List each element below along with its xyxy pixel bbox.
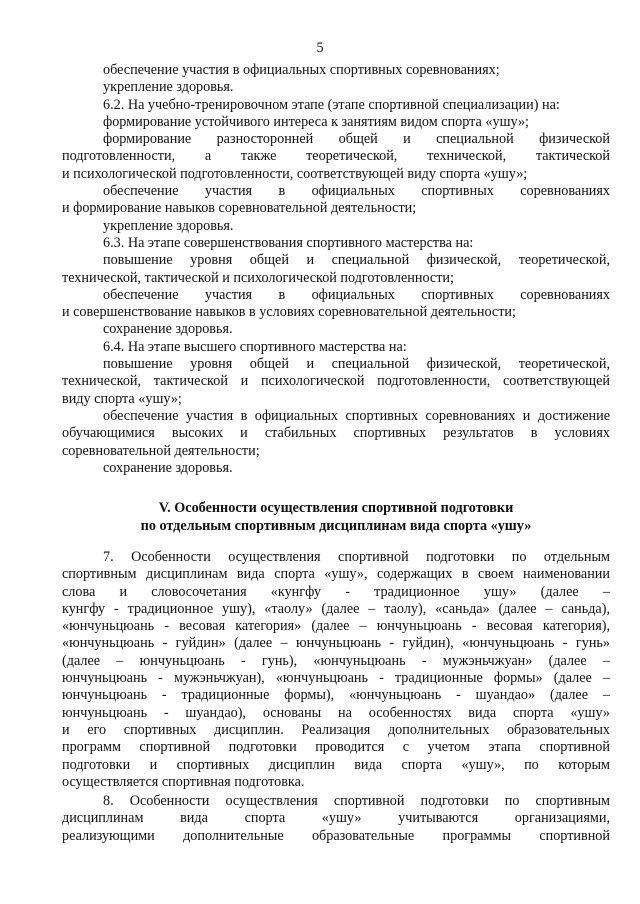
text-line: 8. Особенности осуществления спортивной подготовки по спортивным <box>103 793 610 809</box>
text-line: формирование устойчивого интереса к занятиям видом спорта «ушу»; <box>103 113 529 130</box>
text-line: и его спортивных дисциплин. Реализация дополнительных образовательных <box>62 721 610 738</box>
text-line: технической, тактической и психологической подготовленности, соответствующей <box>62 373 610 390</box>
text-line: спортивным дисциплинам вида спорта «ушу», содержащих в своем наименовании <box>62 566 610 583</box>
text-line: программ спортивной подготовки проводится с учетом этапа спортивной <box>62 739 610 756</box>
paragraph-8 <box>62 793 610 845</box>
text-line: «юнчуньцюань - весовая категория» (далее – юнчуньцюань - весовая категория), <box>62 618 610 635</box>
text-line: 6.3. На этапе совершенствования спортивного мастерства на: <box>103 234 474 251</box>
text-line: укрепление здоровья. <box>103 79 234 96</box>
text-line: сохранение здоровья. <box>103 321 233 338</box>
text-line: 6.2. На учебно-тренировочном этапе (этапе спортивной специализации) на: <box>103 96 560 113</box>
text-line: и совершенствование навыков в условиях соревновательной деятельности; <box>62 304 516 321</box>
text-line: укрепление здоровья. <box>103 217 234 234</box>
text-line: слова и словосочетания «кунгфу - традиционное ушу» (далее – <box>62 583 610 600</box>
text-line: обеспечение участия в официальных спортивных соревнованиях <box>103 286 610 303</box>
text-line: виду спорта «ушу»; <box>62 390 182 407</box>
page-number: 5 <box>316 40 324 56</box>
text-line: осуществляется спортивная подготовка. <box>62 773 305 790</box>
heading-line: V. Особенности осуществления спортивной подготовки <box>158 500 514 516</box>
text-line: сохранение здоровья. <box>103 459 233 476</box>
text-line: 6.4. На этапе высшего спортивного мастерства на: <box>103 338 407 355</box>
paragraph-participation-1 <box>62 183 610 218</box>
text-line: юнчуньцюань - мужэньчжуан), «юнчуньцюань - традиционные формы» (далее – <box>62 670 610 687</box>
text-line: формирование разносторонней общей и специальной физической <box>103 131 610 148</box>
text-line: юнчуньцюань - традиционные формы), «юнчуньцюань - шуандао» (далее – <box>62 687 610 704</box>
text-line: дисциплинам вида спорта «ушу» учитываются организациями, <box>62 810 610 827</box>
text-line: соревновательной деятельности; <box>62 442 260 459</box>
paragraph-level-1 <box>62 252 610 287</box>
goals-list <box>62 62 610 477</box>
paragraph-versatile <box>62 131 610 183</box>
text-line: обеспечение участия в официальных спортивных соревнованиях; <box>103 62 500 78</box>
text-line: и формирование навыков соревновательной деятельности; <box>62 200 417 217</box>
paragraph-7 <box>62 549 610 791</box>
text-line: повышение уровня общей и специальной физической, теоретической, <box>103 252 610 269</box>
paragraph-participation-3 <box>62 408 610 460</box>
text-line: и психологической подготовленности, соответствующей виду спорта «ушу»; <box>62 165 528 182</box>
text-line: «юнчуньцюань - гуйдин» (далее – юнчуньцюань - гуйдин), «юнчуньцюань - гунь» <box>62 635 610 652</box>
paragraph-level-2 <box>62 356 610 408</box>
heading-line: по отдельным спортивным дисциплинам вида спорта «ушу» <box>140 518 532 534</box>
text-line: реализующими дополнительные образовательные программы спортивной <box>62 827 610 844</box>
text-line: подготовленности, а также теоретической, технической, тактической <box>62 148 610 165</box>
text-line: юнчуньцюань - шуандао), основаны на особенностях вида спорта «ушу» <box>62 704 610 721</box>
text-line: повышение уровня общей и специальной физической, теоретической, <box>103 356 610 373</box>
text-line: обеспечение участия в официальных спортивных соревнованиях и достижение <box>103 407 610 424</box>
text-line: 7. Особенности осуществления спортивной подготовки по отдельным <box>103 549 610 565</box>
text-line: обеспечение участия в официальных спортивных соревнованиях <box>103 183 610 200</box>
text-line: (далее – юнчуньцюань - гунь), «юнчуньцюань - мужэньчжуан» (далее – <box>62 652 610 669</box>
text-line: технической, тактической и психологической подготовленности; <box>62 269 454 286</box>
text-line: обучающимися высоких и стабильных спортивных результатов в условиях <box>62 425 610 442</box>
text-line: кунгфу - традиционное ушу), «таолу» (далее – таолу), «саньда» (далее – саньда), <box>62 600 610 617</box>
section-heading <box>62 499 610 535</box>
text-line: подготовки и спортивных дисциплин вида спорта «ушу», по которым <box>62 756 610 773</box>
paragraph-participation-2 <box>62 287 610 322</box>
